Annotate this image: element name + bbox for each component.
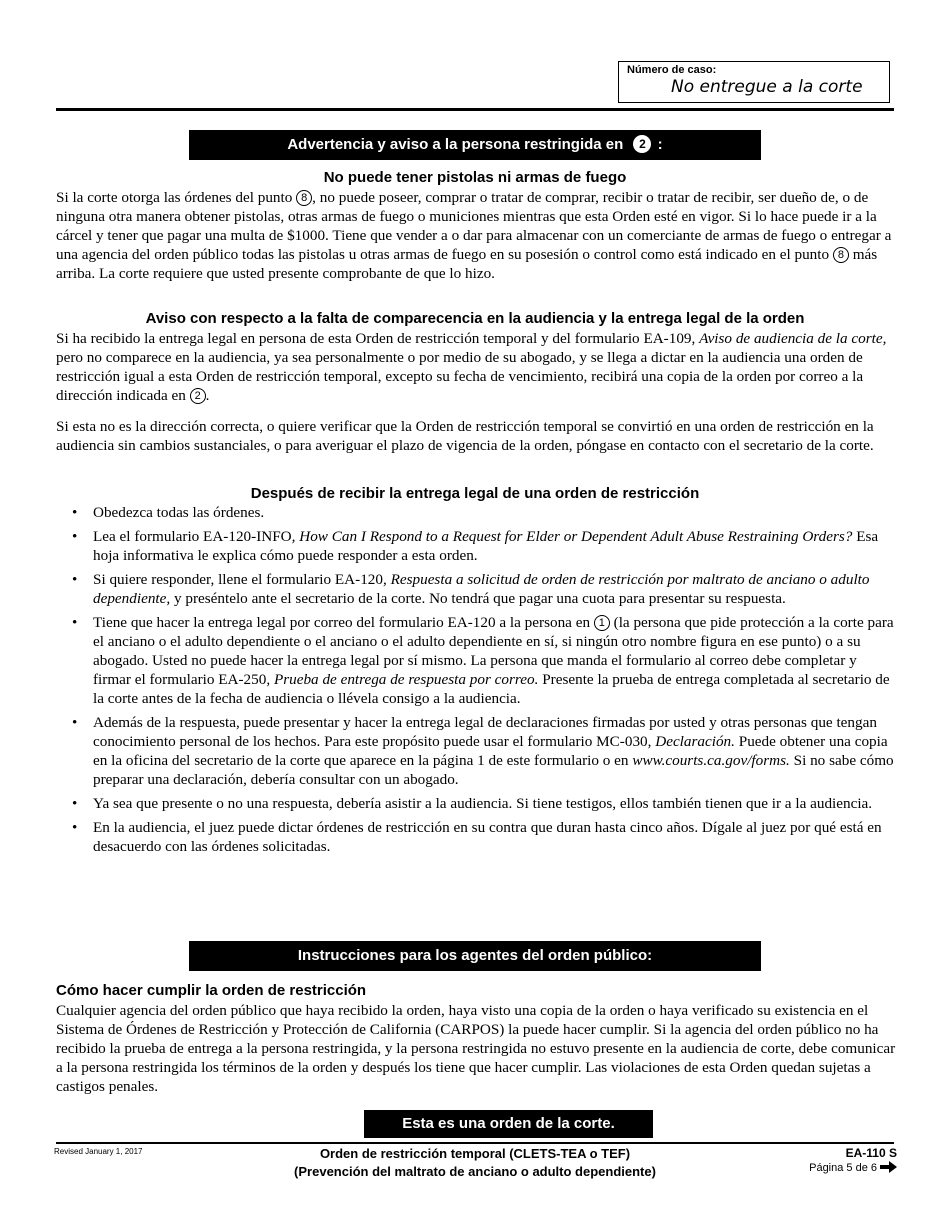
no-show-paragraph-1: [56, 329, 896, 405]
list-item-text: y preséntelo ante el secretario de la corte. No tendrá que pagar una cuota para presentar su respuesta.: [170, 590, 786, 607]
list-item-text: Esa hoja informativa le explica cómo puede responder a esta orden.: [93, 528, 879, 564]
footer-divider: [56, 1142, 894, 1144]
footer-page-number: [809, 1161, 897, 1174]
bullet-icon: •: [72, 795, 78, 812]
circle-number-2-icon: 2: [633, 135, 651, 153]
arrow-right-icon: [880, 1161, 897, 1173]
list-item-text: En la audiencia, el juez puede dictar órdenes de restricción en su contra que duran hasta cinco años. Dígale al juez por qué está en desacuerdo con las órdenes solicitadas.: [93, 819, 882, 855]
circle-number-2-icon: 2: [190, 388, 206, 404]
bullet-icon: •: [72, 714, 78, 731]
firearms-text-1: Si la corte otorga las órdenes del punto: [56, 189, 297, 206]
list-item: [56, 570, 898, 608]
no-show-paragraph-2: Si esta no es la dirección correcta, o quiere verificar que la Orden de restricción temporal se convirtió en una orden de restricción en la audiencia sin cambios sustanciales, o para averiguar el plazo de vigencia de la orden, póngase en contacto con el secretario de la corte.: [56, 418, 874, 454]
circle-number-1-icon: 1: [594, 615, 610, 631]
case-number-label: Número de caso:: [627, 64, 717, 76]
enforce-paragraph: Cualquier agencia del orden público que haya recibido la orden, haya visto una copia de la orden o haya verificado su existencia en el Sistema de Órdenes de Restricción y Protección de California (CARPOS) la puede hacer cumplir. Si la agencia del orden público no ha recibido la prueba de entrega a la persona restringida, y la persona restringida no estuvo presente en la audiencia de corte, debe comunicar a la persona restringida los términos de la orden y después los tiene que hacer cumplir. Las violaciones de esta Orden quedan sujetas a castigos penales.: [56, 1002, 896, 1095]
list-item-italic: Declaración.: [655, 733, 735, 750]
warning-banner: [189, 130, 761, 160]
list-item-text: Lea el formulario EA-120-INFO: [93, 528, 292, 545]
bullet-icon: •: [72, 571, 78, 588]
list-item-text: Si no sabe cómo preparar una declaración, debería consultar con un abogado.: [93, 752, 894, 788]
case-number-value: No entregue a la corte: [671, 77, 863, 97]
bullet-icon: •: [72, 528, 78, 545]
list-item: [56, 503, 898, 522]
list-item: [56, 818, 898, 856]
firearms-text-2: , no puede poseer, comprar o tratar de comprar, recibir o tratar de recibir, ser dueño de, o de ninguna otra manera obtener pistolas, otras armas de fuego o municiones mientras que esta Orden esté en vigor. Si lo hace puede ir a la cárcel y tener que pagar una multa de $1000. Tiene que vender a o dar para almacenar con un comerciante de armas de fuego o entregar a una agencia del orden público todas las pistolas u otras armas de fuego en su posesión o control como está indicado en el punto: [56, 189, 892, 263]
no-show-text-1: Si ha recibido la entrega legal en persona de esta Orden de restricción temporal y del formulario EA-109,: [56, 330, 700, 347]
list-item: [56, 713, 898, 789]
list-item-text: (la persona que pide protección a la corte para el anciano o el adulto dependiente o el anciano o el adulto dependiente en sí, si ningún otro nombre figura en ese punto) o a su abogado. Usted no puede hacer la entrega legal por sí mismo. La persona que manda el formulario al correo debe completar y firmar el formulario EA-250,: [93, 614, 894, 688]
footer-form-id: EA-110 S: [845, 1146, 897, 1160]
circle-number-8-icon: 8: [833, 247, 849, 263]
list-item-italic: Respuesta a solicitud de orden de restricción por maltrato de anciano o adulto dependiente,: [93, 571, 870, 607]
circle-number-8-icon: 8: [296, 190, 312, 206]
footer-form-title: Orden de restricción temporal (CLETS-TEA o TEF): [319, 1146, 631, 1161]
case-number-box: [618, 61, 890, 103]
after-service-list: [56, 503, 898, 861]
warning-banner-text: Advertencia y aviso a la persona restringida en: [287, 136, 624, 153]
list-item-text: Ya sea que presente o no una respuesta, debería asistir a la audiencia. Si tiene testigos, ellos también tienen que ir a la audiencia.: [93, 795, 873, 812]
list-item: [56, 613, 898, 708]
law-enforcement-banner: Instrucciones para los agentes del orden público:: [189, 941, 761, 971]
footer-revised-date: Revised January 1, 2017: [54, 1147, 143, 1156]
list-item-text: Obedezca todas las órdenes.: [93, 504, 265, 521]
enforce-heading: Cómo hacer cumplir la orden de restricción: [56, 982, 367, 999]
warning-banner-suffix: :: [657, 136, 663, 153]
bullet-icon: •: [72, 614, 78, 631]
list-item-text: Presente la prueba de entrega completada al secretario de la corte antes de la fecha de audiencia o llévela consigo a la audiencia.: [93, 671, 890, 707]
after-service-heading: Después de recibir la entrega legal de una orden de restricción: [250, 485, 700, 502]
header-divider: [56, 108, 894, 111]
no-show-text-2: pero no comparece en la audiencia, ya sea personalmente o por medio de su abogado, y se llega a dictar en la audiencia una orden de restricción igual a esta Orden de restricción temporal, excepto su fecha de vencimiento, recibirá una copia de la orden por correo a la dirección indicada en: [56, 349, 864, 404]
bullet-icon: •: [72, 819, 78, 836]
court-order-banner: Esta es una orden de la corte.: [364, 1110, 653, 1138]
list-item: [56, 794, 898, 813]
list-item-text: Además de la respuesta, puede presentar y hacer la entrega legal de declaraciones firmadas por usted y otras personas que tengan conocimiento personal de los hechos. Para este propósito puede usar el formulario MC-030,: [93, 714, 877, 750]
bullet-icon: •: [72, 504, 78, 521]
page-number-text: Página 5 de 6: [809, 1162, 877, 1174]
firearms-text-3: más arriba. La corte requiere que usted presente comprobante de que lo hizo.: [56, 246, 878, 282]
courts-forms-link: www.courts.ca.gov/forms.: [632, 752, 790, 769]
list-item-text: Si quiere responder, llene el formulario EA-120,: [93, 571, 391, 588]
footer-form-subtitle: (Prevención del maltrato de anciano o adulto dependiente): [294, 1164, 656, 1179]
firearms-heading: No puede tener pistolas ni armas de fuego: [323, 169, 627, 186]
list-item-text: Puede obtener una copia en la oficina del secretario de la corte que aparece en la página 1 de este formulario o en: [93, 733, 888, 769]
no-show-form-title: Aviso de audiencia de la corte,: [699, 330, 887, 347]
firearms-paragraph: [56, 188, 896, 283]
no-show-text-3: .: [205, 387, 210, 404]
list-item: [56, 527, 898, 565]
list-item-text: Tiene que hacer la entrega legal por correo del formulario EA-120 a la persona en: [93, 614, 594, 631]
list-item-italic: , How Can I Respond to a Request for Elder or Dependent Adult Abuse Restraining Orders?: [291, 528, 853, 545]
no-show-heading: Aviso con respecto a la falta de comparecencia en la audiencia y la entrega legal de la orden: [145, 310, 805, 327]
list-item-italic: Prueba de entrega de respuesta por correo.: [273, 671, 539, 688]
